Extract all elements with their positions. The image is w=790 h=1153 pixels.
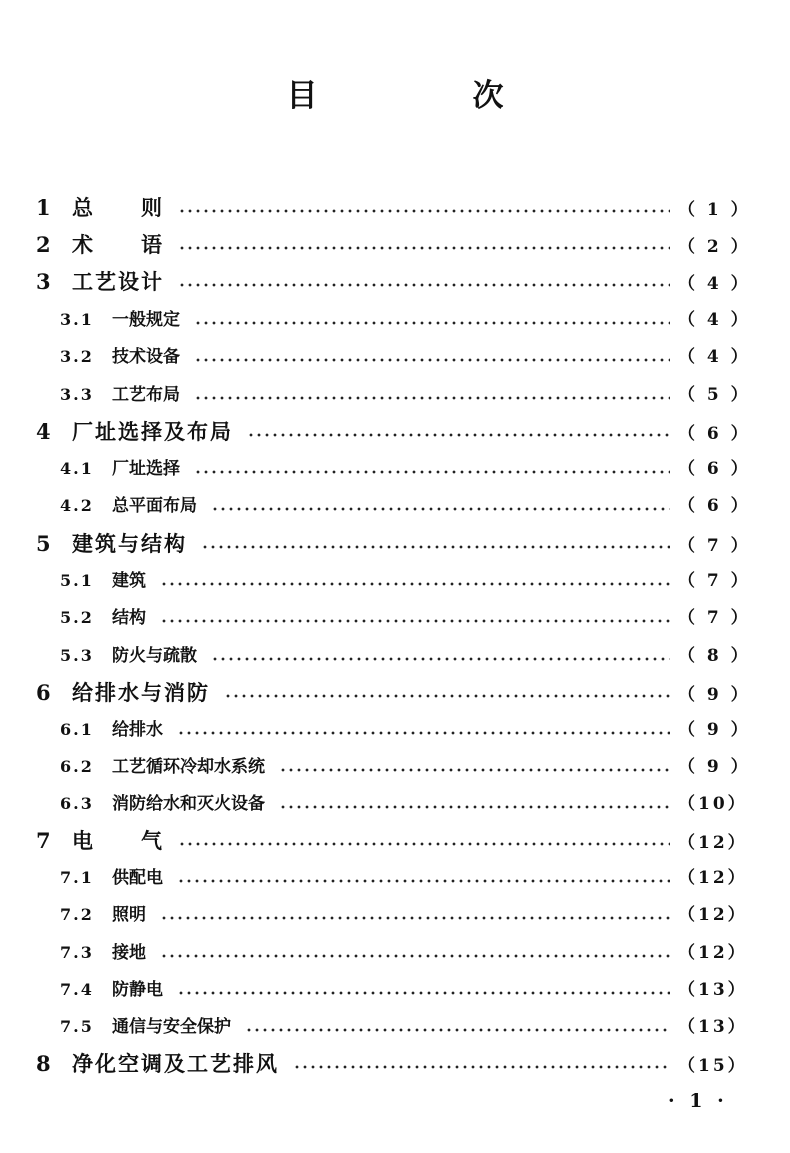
toc-entry-title: 给排水与消防 xyxy=(72,680,210,705)
dot-leader xyxy=(279,805,670,809)
toc-entry-number: 7.5 xyxy=(60,1017,94,1036)
toc-entry-page: （ 9 ） xyxy=(678,720,751,740)
toc-entry-page: （ 7 ） xyxy=(678,608,751,628)
dot-leader xyxy=(160,582,670,586)
toc-entry-page: （15） xyxy=(678,1056,748,1076)
toc-entry-title: 厂址选择 xyxy=(112,459,180,479)
toc-entry-title: 术 语 xyxy=(72,232,164,257)
toc-entry-page: （ 8 ） xyxy=(678,646,751,666)
dot-leader xyxy=(177,879,670,883)
toc-entry-number: 6 xyxy=(36,680,51,705)
toc-entry-section[interactable] xyxy=(36,457,751,481)
toc-entry-section[interactable] xyxy=(36,792,748,816)
toc-entry-page: （ 9 ） xyxy=(678,685,751,705)
page-number: · 1 · xyxy=(668,1090,728,1112)
toc-entry-title: 电 气 xyxy=(72,828,164,853)
toc-entry-chapter[interactable] xyxy=(36,418,751,446)
dot-leader xyxy=(160,916,670,920)
toc-entry-title: 供配电 xyxy=(112,868,163,888)
toc-entry-page: （ 4 ） xyxy=(678,274,751,294)
toc-entry-number: 7.3 xyxy=(60,943,94,962)
toc-entry-chapter[interactable] xyxy=(36,530,751,558)
toc-entry-page: （ 6 ） xyxy=(678,459,751,479)
dot-leader xyxy=(201,545,670,549)
toc-entry-number: 7.4 xyxy=(60,980,94,999)
toc-entry-number: 5 xyxy=(36,531,51,556)
dot-leader xyxy=(194,358,670,362)
dot-leader xyxy=(178,246,670,250)
toc-entry-chapter[interactable] xyxy=(36,231,751,259)
toc-entry-section[interactable] xyxy=(36,755,751,779)
toc-entry-number: 8 xyxy=(36,1051,51,1076)
toc-entry-number: 5.2 xyxy=(60,608,94,627)
dot-leader xyxy=(177,991,670,995)
toc-entry-title: 防火与疏散 xyxy=(112,646,197,666)
toc-entry-chapter[interactable] xyxy=(36,827,748,855)
toc-entry-number: 5.3 xyxy=(60,646,94,665)
toc-entry-number: 7.1 xyxy=(60,868,94,887)
toc-entry-title: 消防给水和灭火设备 xyxy=(112,794,265,814)
toc-entry-section[interactable] xyxy=(36,903,748,927)
dot-leader xyxy=(194,470,670,474)
toc-entry-chapter[interactable] xyxy=(36,1050,748,1078)
toc-entry-chapter[interactable] xyxy=(36,268,751,296)
dot-leader xyxy=(211,507,670,511)
toc-entry-number: 3.2 xyxy=(60,347,94,366)
toc-entry-page: （ 7 ） xyxy=(678,571,751,591)
toc-entry-title: 建筑 xyxy=(112,571,146,591)
toc-entry-section[interactable] xyxy=(36,1015,748,1039)
toc-entry-section[interactable] xyxy=(36,308,751,332)
toc-entry-page: （ 9 ） xyxy=(678,757,751,777)
toc-entry-title: 净化空调及工艺排风 xyxy=(72,1051,279,1076)
toc-entry-page: （12） xyxy=(678,868,748,888)
toc-entry-section[interactable] xyxy=(36,606,751,630)
toc-entry-title: 结构 xyxy=(112,608,146,628)
toc-entry-title: 一般规定 xyxy=(112,310,180,330)
dot-leader xyxy=(160,619,670,623)
toc-entry-page: （13） xyxy=(678,1017,748,1037)
toc-entry-title: 工艺布局 xyxy=(112,385,180,405)
toc-entry-page: （13） xyxy=(678,980,748,1000)
toc-entry-page: （ 6 ） xyxy=(678,496,751,516)
dot-leader xyxy=(247,433,670,437)
toc-entry-page: （ 2 ） xyxy=(678,237,751,257)
toc-entry-section[interactable] xyxy=(36,569,751,593)
dot-leader xyxy=(245,1028,670,1032)
dot-leader xyxy=(279,768,670,772)
toc-entry-title: 厂址选择及布局 xyxy=(72,419,233,444)
toc-entry-title: 通信与安全保护 xyxy=(112,1017,231,1037)
toc-entry-page: （ 7 ） xyxy=(678,536,751,556)
toc-entry-section[interactable] xyxy=(36,383,751,407)
toc-entry-number: 7 xyxy=(36,828,51,853)
toc-entry-title: 工艺设计 xyxy=(72,269,164,294)
toc-entry-number: 7.2 xyxy=(60,905,94,924)
toc-entry-chapter[interactable] xyxy=(36,679,751,707)
toc-entry-number: 4 xyxy=(36,419,51,444)
toc-entry-page: （10） xyxy=(678,794,748,814)
dot-leader xyxy=(211,657,670,661)
dot-leader xyxy=(293,1065,670,1069)
toc-entry-number: 4.2 xyxy=(60,496,94,515)
toc-entry-number: 3.1 xyxy=(60,310,94,329)
toc-entry-number: 2 xyxy=(36,232,51,257)
toc-entry-chapter[interactable] xyxy=(36,194,751,222)
toc-entry-title: 总平面布局 xyxy=(112,496,197,516)
dot-leader xyxy=(160,954,670,958)
toc-entry-title: 技术设备 xyxy=(112,347,180,367)
toc-entry-title: 给排水 xyxy=(112,720,163,740)
toc-entry-title: 防静电 xyxy=(112,980,163,1000)
dot-leader xyxy=(224,694,670,698)
toc-entry-page: （12） xyxy=(678,833,748,853)
toc-entry-page: （ 1 ） xyxy=(678,200,751,220)
toc-entry-title: 总 则 xyxy=(72,195,164,220)
dot-leader xyxy=(177,731,670,735)
toc-entry-section[interactable] xyxy=(36,941,748,965)
toc-entry-page: （ 4 ） xyxy=(678,310,751,330)
toc-entry-section[interactable] xyxy=(36,978,748,1002)
dot-leader xyxy=(178,283,670,287)
toc-entry-number: 3 xyxy=(36,269,51,294)
toc-entry-title: 接地 xyxy=(112,943,146,963)
toc-entry-page: （ 4 ） xyxy=(678,347,751,367)
toc-entry-number: 6.3 xyxy=(60,794,94,813)
dot-leader xyxy=(194,396,670,400)
toc-entry-page: （12） xyxy=(678,905,748,925)
toc-entry-section[interactable] xyxy=(36,718,751,742)
toc-entry-number: 1 xyxy=(36,195,51,220)
toc-entry-number: 3.3 xyxy=(60,385,94,404)
toc-entry-section[interactable] xyxy=(36,644,751,668)
toc-entry-number: 6.1 xyxy=(60,720,94,739)
dot-leader xyxy=(178,842,670,846)
toc-entry-title: 照明 xyxy=(112,905,146,925)
page-title: 目 次 xyxy=(286,78,566,114)
dot-leader xyxy=(178,209,670,213)
toc-entry-title: 建筑与结构 xyxy=(72,531,187,556)
toc-entry-number: 6.2 xyxy=(60,757,94,776)
toc-entry-page: （12） xyxy=(678,943,748,963)
toc-entry-page: （ 5 ） xyxy=(678,385,751,405)
toc-entry-section[interactable] xyxy=(36,345,751,369)
toc-entry-section[interactable] xyxy=(36,866,748,890)
dot-leader xyxy=(194,321,670,325)
toc-entry-number: 5.1 xyxy=(60,571,94,590)
toc-entry-page: （ 6 ） xyxy=(678,424,751,444)
toc-entry-section[interactable] xyxy=(36,494,751,518)
toc-entry-title: 工艺循环冷却水系统 xyxy=(112,757,265,777)
toc-entry-number: 4.1 xyxy=(60,459,94,478)
